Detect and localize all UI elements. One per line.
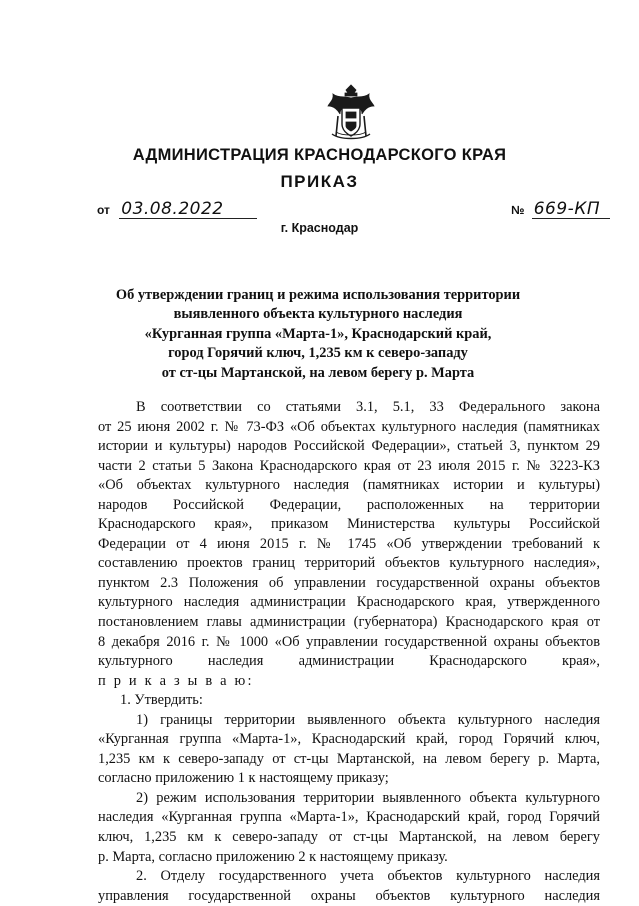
body-line: постановлением главы администрации (губернатора) Краснодарского края от bbox=[98, 614, 600, 631]
body-line: от 25 июня 2002 г. № 73-ФЗ «Об объектах культурного наследия (памятниках bbox=[98, 418, 600, 435]
organization-title: АДМИНИСТРАЦИЯ КРАСНОДАРСКОГО КРАЯ bbox=[132, 146, 507, 164]
body-line: наследия «Курганная группа «Марта-1», Краснодарский край, город Горячий bbox=[98, 809, 600, 826]
body-line: 2) режим использования территории выявленного объекта культурного bbox=[136, 789, 600, 806]
body-line: части 2 статьи 5 Закона Краснодарского края от 23 июля 2015 г. № 3223-КЗ bbox=[98, 457, 600, 474]
clause-1-heading: 1. Утвердить: bbox=[120, 692, 203, 709]
handwritten-number: 669-КП bbox=[532, 200, 610, 219]
body-line: согласно приложению 1 к настоящему приказу; bbox=[98, 770, 389, 787]
body-line: 2. Отделу государственного учета объектов культурного наследия bbox=[136, 868, 600, 885]
body-line: В соответствии со статьями 3.1, 5.1, 33 Федерального закона bbox=[136, 399, 600, 415]
handwritten-date: 03.08.2022 bbox=[119, 200, 257, 219]
body-line: 1) границы территории выявленного объекта культурного наследия bbox=[136, 711, 600, 728]
order-verb-line: п р и к а з ы в а ю: bbox=[98, 672, 254, 689]
city-label: г. Краснодар bbox=[280, 221, 359, 235]
body-line: пунктом 2.3 Положения об управлении государственной охраны объектов bbox=[98, 574, 600, 591]
body-line: культурного наследия администрации Краснодарского края», bbox=[98, 653, 600, 670]
body-line: Краснодарского края», приказом Министерства культуры Российской bbox=[98, 516, 600, 533]
date-row bbox=[97, 200, 257, 219]
body-line: культурного наследия администрации Краснодарского края, утвержденного bbox=[98, 594, 600, 611]
subject-line: Об утверждении границ и режима использования территории bbox=[115, 287, 521, 303]
body-line: управления государственной охраны объектов культурного наследия bbox=[98, 887, 600, 904]
subject-line: от ст-цы Мартанской, на левом берегу р. Марта bbox=[161, 364, 475, 381]
body-line: «Курганная группа «Марта-1», Краснодарский край, город Горячий ключ, bbox=[98, 731, 600, 748]
date-prefix: от bbox=[97, 203, 110, 217]
coat-of-arms-emblem bbox=[326, 84, 376, 142]
subject-line: «Курганная группа «Марта-1», Краснодарский край, bbox=[144, 325, 492, 342]
number-row bbox=[511, 200, 610, 219]
body-line: р. Марта, согласно приложению 2 к настоящему приказу. bbox=[98, 848, 448, 865]
document-body bbox=[98, 398, 600, 906]
document-type-title: ПРИКАЗ bbox=[280, 172, 359, 191]
body-line: истории и культуры) народов Российской Федерации», статьей 3, пунктом 29 bbox=[98, 438, 600, 455]
number-prefix: № bbox=[511, 203, 525, 217]
body-line: 8 декабря 2016 г. № 1000 «Об управлении государственной охраны объектов bbox=[98, 633, 600, 650]
subject-line: город Горячий ключ, 1,235 км к северо-западу bbox=[168, 345, 468, 362]
body-line: Федерации от 4 июня 2015 г. № 1745 «Об утверждении требований к bbox=[98, 535, 600, 552]
subject-line: выявленного объекта культурного наследия bbox=[173, 306, 463, 323]
body-line: ключ, 1,235 км к северо-западу от ст-цы Мартанской, на левом берегу bbox=[98, 829, 600, 846]
body-line: составлению проектов границ территорий объектов культурного наследия», bbox=[98, 555, 600, 572]
body-line: «Об объектах культурного наследия (памятниках истории и культуры) bbox=[98, 477, 600, 494]
body-line: народов Российской Федерации, расположенных на территории bbox=[98, 496, 600, 513]
document-subject bbox=[90, 286, 546, 383]
body-line: 1,235 км к северо-западу от ст-цы Мартанской, на левом берегу р. Марта, bbox=[98, 750, 600, 767]
